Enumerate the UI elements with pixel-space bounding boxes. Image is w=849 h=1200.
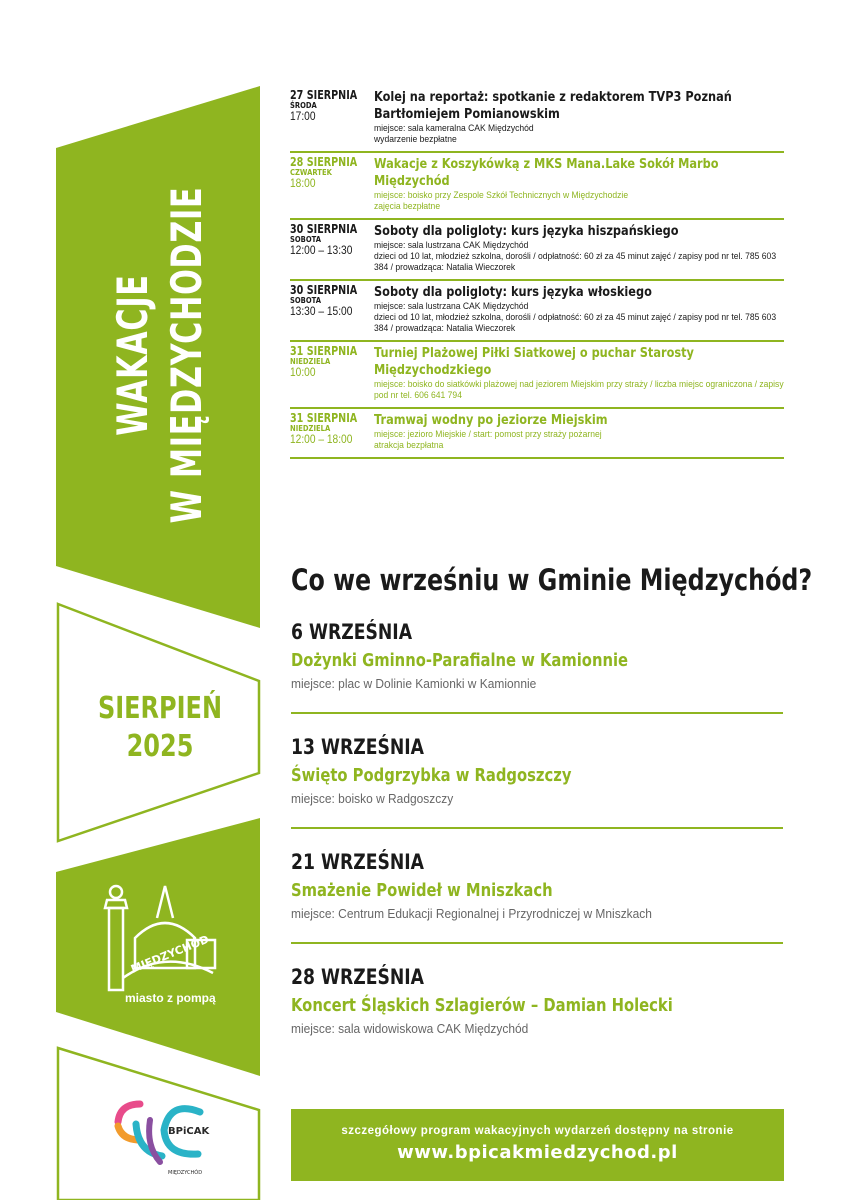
event-details: miejsce: sala lustrzana CAK Międzychód dzieci od 10 lat, młodzież szkolna, dorośli / odpłatność: 60 zł za 45 minut zajęć / zapisy pod nr tel. 785 603 384 / prowadząca: Natalia Wieczorek [374, 301, 777, 334]
event-row [290, 281, 784, 342]
september-heading: Co we wrześniu w Gminie Międzychód? [291, 563, 813, 597]
event-title: Wakacje z Koszykówką z MKS Mana.Lake Sokół Marbo Międzychód [374, 156, 719, 189]
event-row [290, 342, 784, 409]
month-name: SIERPIEŃ [97, 691, 223, 726]
event-day: 31 SIERPNIA [290, 344, 358, 358]
title-line-1: WAKACJE [108, 274, 157, 436]
event-title: Kolej na reportaż: spotkanie z redaktorem TVP3 Poznań Bartłomiejem Pomianowskim [374, 89, 732, 122]
event-time: 13:30 – 15:00 [290, 303, 353, 318]
event-weekday: SOBOTA [290, 234, 322, 244]
september-event [291, 732, 783, 829]
event-date-block [290, 89, 372, 123]
event-time: 10:00 [290, 364, 316, 379]
event-details: miejsce: boisko przy Zespole Szkół Technicznych w Międzychodzie zajęcia bezpłatne [374, 190, 629, 212]
month-year: 2025 [126, 729, 194, 764]
event-details: miejsce: boisko do siatkówki plażowej nad jeziorem Miejskim przy straży / liczba miejsc ograniczona / zapisy pod nr tel. 606 641 794 [374, 379, 784, 401]
event-time: 18:00 [290, 175, 316, 190]
event-day: 27 SIERPNIA [290, 88, 358, 102]
event-row [290, 153, 784, 220]
august-events-list [290, 86, 784, 459]
footer-note: szczegółowy program wakacyjnych wydarzeń dostępny na stronie [341, 1125, 734, 1137]
event-details: miejsce: sala lustrzana CAK Międzychód dzieci od 10 lat, młodzież szkolna, dorośli / odpłatność: 60 zł za 45 minut zajęć / zapisy pod nr tel. 785 603 384 / prowadząca: Natalia Wieczorek [374, 240, 777, 273]
event-weekday: ŚRODA [290, 100, 317, 110]
september-event-place: miejsce: boisko w Radgoszczy [291, 791, 454, 806]
september-event-date: 6 WRZEŚNIA [291, 620, 413, 644]
september-event [291, 962, 783, 1057]
september-event-place: miejsce: sala widowiskowa CAK Międzychód [291, 1021, 529, 1036]
september-event-title: Koncert Śląskich Szlagierów – Damian Holecki [291, 995, 673, 1016]
event-weekday: SOBOTA [290, 295, 322, 305]
website-link[interactable]: www.bpicakmiedzychod.pl [397, 1142, 678, 1163]
event-details: miejsce: jezioro Miejskie / start: pomost przy straży pożarnej atrakcja bezpłatna [374, 429, 602, 451]
event-title: Soboty dla poligloty: kurs języka hiszpańskiego [374, 223, 679, 239]
event-day: 30 SIERPNIA [290, 222, 358, 236]
event-date-block [290, 223, 372, 257]
september-event-date: 13 WRZEŚNIA [291, 735, 425, 759]
miedzychod-city-logo [95, 878, 225, 1008]
september-event-title: Dożynki Gminno-Parafialne w Kamionnie [291, 650, 629, 671]
org-logo-sub: MIĘDZYCHÓD [168, 1170, 203, 1176]
logo-city-name: MIĘDZYCHÓD [129, 932, 211, 976]
event-date-block [290, 412, 372, 446]
event-details: miejsce: sala kameralna CAK Międzychód wydarzenie bezpłatne [374, 123, 534, 145]
september-event-date: 21 WRZEŚNIA [291, 850, 425, 874]
org-logo-name: BPiCAK [168, 1126, 210, 1137]
month-label [80, 690, 240, 766]
event-weekday: CZWARTEK [290, 167, 332, 177]
event-row [290, 409, 784, 459]
event-row [290, 86, 784, 153]
event-time: 17:00 [290, 108, 316, 123]
event-weekday: NIEDZIELA [290, 423, 331, 433]
september-event-place: miejsce: plac w Dolinie Kamionki w Kamionnie [291, 676, 537, 691]
september-events-list [291, 617, 783, 1075]
logo-tagline: miasto z pompą [125, 991, 216, 1005]
event-title: Soboty dla poligloty: kurs języka włoskiego [374, 284, 652, 300]
page-title [106, 121, 214, 589]
september-event-title: Smażenie Powideł w Mniszkach [291, 880, 553, 901]
event-day: 28 SIERPNIA [290, 155, 358, 169]
footer-banner [291, 1109, 784, 1181]
event-weekday: NIEDZIELA [290, 356, 331, 366]
september-event-title: Święto Podgrzybka w Radgoszczy [291, 765, 572, 786]
title-line-2: W MIĘDZYCHODZIE [162, 186, 211, 524]
event-date-block [290, 345, 372, 379]
event-title: Tramwaj wodny po jeziorze Miejskim [374, 412, 608, 428]
september-event-date: 28 WRZEŚNIA [291, 965, 425, 989]
event-day: 30 SIERPNIA [290, 283, 358, 297]
september-event [291, 617, 783, 714]
september-event-place: miejsce: Centrum Edukacji Regionalnej i Przyrodniczej w Mniszkach [291, 906, 652, 921]
event-title: Turniej Plażowej Piłki Siatkowej o puchar Starosty Międzychodzkiego [374, 345, 694, 378]
event-date-block [290, 156, 372, 190]
event-time: 12:00 – 13:30 [290, 242, 353, 257]
event-time: 12:00 – 18:00 [290, 431, 353, 446]
event-date-block [290, 284, 372, 318]
bpicak-logo [110, 1090, 210, 1180]
event-day: 31 SIERPNIA [290, 411, 358, 425]
event-row [290, 220, 784, 281]
september-event [291, 847, 783, 944]
